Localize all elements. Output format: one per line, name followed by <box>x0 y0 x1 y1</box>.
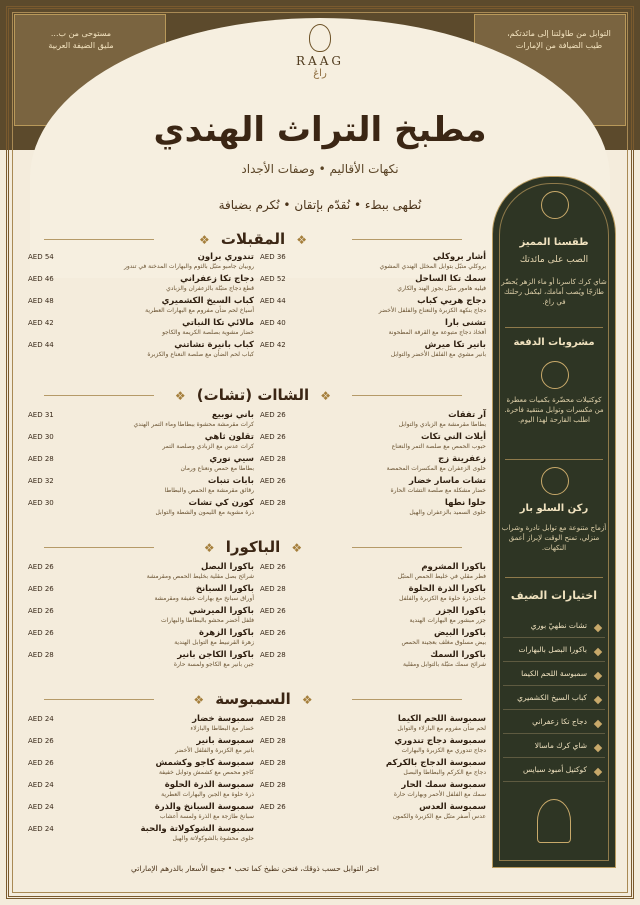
menu-item <box>260 628 486 650</box>
guest-pick-item <box>503 715 605 734</box>
item-price: AED 26 <box>260 803 286 811</box>
item-name: كباب بانيرة تشاتني <box>174 340 254 350</box>
item-name: سمبوسة السبانخ والذرة <box>154 802 254 812</box>
menu-item <box>28 714 254 736</box>
menu-item <box>28 650 254 672</box>
item-desc: سبانخ طازجة مع الذرة ولمسة أعشاب <box>159 813 254 820</box>
item-price: AED 28 <box>260 455 286 463</box>
jar-icon <box>541 361 569 389</box>
item-name: باكورا الذرة الحلوة <box>408 584 486 594</box>
item-price: AED 24 <box>28 715 54 723</box>
menu-item <box>28 736 254 758</box>
item-price: AED 26 <box>28 607 54 615</box>
item-price: AED 26 <box>28 585 54 593</box>
item-name: تقلون ثاهي <box>204 432 254 442</box>
section-header-appetizers <box>24 228 482 250</box>
item-name: بانير تكا ميرش <box>424 340 486 350</box>
item-desc: دجاج مع الكركم والبطاطا والبصل <box>403 769 486 776</box>
item-desc: ذرة حلوة مع الجبن والبهارات العطرية <box>161 791 254 798</box>
item-price: AED 26 <box>260 563 286 571</box>
divider <box>352 547 462 548</box>
item-desc: حلوى السميد بالزعفران والهيل <box>409 509 486 516</box>
item-name: باكورا الجزر <box>436 606 486 616</box>
guest-pick-label: كباب السيخ الكشميري <box>517 693 587 702</box>
drinks-text: كوكتيلات محضّرة بكميات معطرة من مكسرات وتوابل منتقية فاخرة. اطلب القارحة لهذا اليوم. <box>504 396 604 424</box>
item-name: سمبوسة كاجو وكشمش <box>155 758 254 768</box>
item-name: مالائي تكا النباتي <box>182 318 254 328</box>
divider <box>505 577 603 578</box>
item-name: سمبوسة خضار <box>192 714 254 724</box>
lotus-icon <box>309 24 331 52</box>
item-name: سيي نوري <box>209 454 254 464</box>
appetizers-right-column <box>260 252 486 362</box>
item-price: AED 32 <box>28 477 54 485</box>
menu-item <box>28 318 254 340</box>
item-desc: قطع دجاج متبّلة بالزعفران والزبادي <box>166 285 254 292</box>
divider <box>44 395 154 396</box>
item-price: AED 26 <box>260 607 286 615</box>
menu-item <box>260 650 486 672</box>
item-desc: عدس أصفر متبّل مع الكزبرة والكمون <box>392 813 486 820</box>
item-desc: زهرة القرنبيط مع التوابل الهندية <box>174 639 254 646</box>
menu-item <box>28 628 254 650</box>
flourish-icon: ❖ <box>301 693 313 707</box>
menu-item <box>28 584 254 606</box>
item-name: أيلات الني تكات <box>420 432 486 442</box>
flourish-icon: ❖ <box>320 389 332 403</box>
guest-pick-label: كوكتيل أمبود سبايس <box>522 765 587 774</box>
item-desc: خضار مشوية بصلصة الكريمة والكاجو <box>162 329 254 336</box>
item-price: AED 28 <box>260 759 286 767</box>
section-title: المقبلات <box>220 230 286 248</box>
menu-item <box>260 780 486 802</box>
section-title: السمبوسة <box>215 690 291 708</box>
item-name: زعفرينة زج <box>438 454 486 464</box>
item-price: AED 28 <box>28 455 54 463</box>
menu-item <box>28 476 254 498</box>
item-price: AED 24 <box>28 781 54 789</box>
guest-pick-item <box>503 619 605 638</box>
menu-item <box>28 606 254 628</box>
diamond-icon <box>594 768 602 776</box>
item-price: AED 44 <box>260 297 286 305</box>
item-name: تشات ماسار خضار <box>409 476 486 486</box>
section-header-chaat <box>24 384 482 406</box>
item-price: AED 26 <box>260 477 286 485</box>
item-desc: أفخاذ دجاج متبوعة مع القرفة المطحونة <box>388 329 486 336</box>
item-desc: بيض مسلوق مغلف بعجينة الحمص <box>401 639 486 646</box>
item-desc: روبيان جامبو متبّل بالثوم والبهارات المدخنة في تندور <box>123 263 254 270</box>
menu-item <box>260 274 486 296</box>
item-desc: بروكلي متبّل بتوابل المخلل الهندي المشوي <box>379 263 486 270</box>
guest-pick-label: سمبوسة اللحم الكيما <box>521 669 587 678</box>
menu-item <box>28 296 254 318</box>
item-desc: حبوب الحمص مع صلصة التمر والنعناع <box>391 443 486 450</box>
item-name: باني نوبيع <box>211 410 254 420</box>
flourish-icon: ❖ <box>193 693 205 707</box>
sidebar-subtitle: الصب على مائدتك <box>519 255 589 265</box>
footer-note: اختر التوابل حسب ذوقك، فنحن نطبخ كما تحب • جميع الأسعار بالدرهم الإماراتي <box>131 864 379 873</box>
item-name: باكورا المشروم <box>421 562 486 572</box>
item-desc: شرائح بصل مقلية بخليط الحمص ومقرمشة <box>146 573 254 580</box>
item-name: سمبوسة سمك الحار <box>401 780 486 790</box>
lotus-ornament-icon <box>537 799 571 843</box>
brand-name-ar: راڠ <box>313 68 327 79</box>
guest-pick-label: شاي كرك ماسالا <box>534 741 587 750</box>
item-desc: كرات عدس مع الزبادي وصلصة التمر <box>162 443 254 450</box>
menu-item <box>260 736 486 758</box>
guest-pick-item <box>503 763 605 782</box>
page-subtitle: نكهات الأقاليم • وصفات الأجداد <box>241 162 399 176</box>
item-name: كباب السيخ الكشميري <box>161 296 254 306</box>
guest-pick-item <box>503 643 605 662</box>
item-price: AED 40 <box>260 319 286 327</box>
menu-item <box>28 274 254 296</box>
item-price: AED 52 <box>260 275 286 283</box>
item-desc: سمك مع الفلفل الأحمر وبهارات حارة <box>393 791 486 798</box>
item-price: AED 31 <box>28 411 54 419</box>
item-price: AED 48 <box>28 297 54 305</box>
divider <box>352 699 462 700</box>
section-title: الشاات (تشات) <box>196 386 310 404</box>
diamond-icon <box>594 624 602 632</box>
menu-item <box>260 296 486 318</box>
item-price: AED 26 <box>28 737 54 745</box>
menu-item <box>260 476 486 498</box>
item-price: AED 28 <box>260 715 286 723</box>
item-price: AED 26 <box>260 411 286 419</box>
item-price: AED 36 <box>260 253 286 261</box>
section-header-samosa <box>24 688 482 710</box>
item-price: AED 26 <box>260 433 286 441</box>
menu-item <box>260 432 486 454</box>
item-price: AED 28 <box>28 651 54 659</box>
item-name: باكورا الزهرة <box>198 628 254 638</box>
drinks-title: مشروبات الدفعة <box>513 337 595 348</box>
item-name: آر تفقات <box>448 410 486 420</box>
item-desc: حلوى الزعفران مع المكسرات المحمصة <box>386 465 486 472</box>
menu-item <box>28 498 254 520</box>
flourish-icon: ❖ <box>174 389 186 403</box>
item-price: AED 30 <box>28 499 54 507</box>
chaat-left-column <box>28 410 254 520</box>
divider <box>352 395 462 396</box>
item-name: تندوري براون <box>197 252 254 262</box>
item-desc: فطر مقلي في خليط الحمص المتبّل <box>397 573 486 580</box>
guest-pick-item <box>503 739 605 758</box>
flourish-icon: ❖ <box>296 233 307 247</box>
divider <box>44 239 154 240</box>
header-note-right-line2: طيب الضيافة من الإمارات <box>515 41 603 50</box>
item-price: AED 24 <box>28 803 54 811</box>
divider <box>44 547 154 548</box>
menu-item <box>260 318 486 340</box>
slow-bar-title: ركن السلو بار <box>519 503 589 514</box>
item-price: AED 54 <box>28 253 54 261</box>
item-name: بابات تنبات <box>207 476 254 486</box>
item-desc: شرائح سمك متبّلة بالتوابل ومقلية <box>402 661 486 668</box>
signature-sidebar <box>492 176 616 868</box>
item-desc: كرات مقرمشة محشوة ببطاطا وماء التمر الهندي <box>133 421 254 428</box>
header-note-left-line2: مليق الضيفة العربية <box>48 41 114 50</box>
item-desc: كباب لحم الضأن مع صلصة النعناع والكزبرة <box>147 351 254 358</box>
guest-pick-label: باكورا البصل بالبهارات <box>518 645 587 654</box>
brand-logo <box>288 24 352 79</box>
divider <box>44 699 154 700</box>
divider <box>505 327 603 328</box>
item-name: حلوا نطها <box>444 498 486 508</box>
sidebar-text: شاي كرك كاسرنا أو ماء الزهر يُحضّر طازجًا ويُصب أمامك، ليكمل رحلتك في راغ. <box>501 278 607 306</box>
item-name: سمبوسة بانير <box>196 736 254 746</box>
menu-item <box>28 410 254 432</box>
chaat-right-column <box>260 410 486 520</box>
section-title: الباكورا <box>225 538 281 556</box>
item-price: AED 26 <box>28 629 54 637</box>
item-price: AED 28 <box>260 651 286 659</box>
section-header-pakora <box>24 536 482 558</box>
item-price: AED 46 <box>28 275 54 283</box>
item-price: AED 44 <box>28 341 54 349</box>
item-desc: كاجو محمص مع كشمش وتوابل خفيفة <box>158 769 254 776</box>
item-desc: حبات ذرة حلوة مع الكزبرة والفلفل <box>399 595 486 602</box>
diamond-icon <box>594 744 602 752</box>
menu-item <box>260 562 486 584</box>
brand-name-en: RAAG <box>296 54 344 68</box>
menu-item <box>28 454 254 476</box>
item-name: سمبوسة الشوكولاتة والحبة <box>140 824 254 834</box>
flourish-icon: ❖ <box>199 233 210 247</box>
appetizers-left-column <box>28 252 254 362</box>
item-name: سمبوسة دجاج تندوري <box>394 736 486 746</box>
divider <box>505 459 603 460</box>
item-desc: جبن بانير مع الكاجو ولمسة حارة <box>173 661 254 668</box>
item-desc: رقائق مقرمشة مع الحمص والبطاطا <box>164 487 254 494</box>
menu-item <box>28 432 254 454</box>
header-note-right-line1: التوابل من طاولتنا إلى مائدتكم، <box>507 29 611 38</box>
teapot-icon <box>541 191 569 219</box>
item-name: باكورا البصل <box>201 562 254 572</box>
menu-item <box>28 802 254 824</box>
item-name: باكورا السبانخ <box>195 584 254 594</box>
item-desc: دجاج تندوري مع الكزبرة والبهارات <box>401 747 486 754</box>
item-name: سمبوسة اللحم الكيما <box>397 714 486 724</box>
samosa-left-column <box>28 714 254 846</box>
menu-item <box>260 606 486 628</box>
item-name: باكورا السمك <box>430 650 486 660</box>
item-desc: دجاج بنكهة الكزبرة والنعناع والفلفل الأخضر <box>378 307 486 314</box>
item-price: AED 28 <box>260 499 286 507</box>
item-price: AED 42 <box>28 319 54 327</box>
item-name: باكورا الميرشي <box>189 606 254 616</box>
menu-item <box>260 498 486 520</box>
item-name: دجاج هريي كباب <box>417 296 486 306</box>
item-desc: حلوى محشوة بالشوكولاتة والهيل <box>172 835 254 842</box>
item-desc: لحم ضأن مفروم مع البازلاء والتوابل <box>397 725 486 732</box>
menu-item <box>28 780 254 802</box>
flourish-icon: ❖ <box>291 541 303 555</box>
item-name: سمبوسة الذرة الحلوة <box>164 780 254 790</box>
diamond-icon <box>594 696 602 704</box>
item-desc: فلفل أخضر محشو بالبطاطا والبهارات <box>161 617 254 624</box>
guest-pick-label: تشات نطهيّ بوري <box>530 621 587 630</box>
menu-item <box>28 340 254 362</box>
item-name: باكورا الكاجن بانير <box>177 650 254 660</box>
guest-pick-item <box>503 691 605 710</box>
diamond-icon <box>594 720 602 728</box>
menu-item <box>260 714 486 736</box>
item-desc: بانير مشوي مع الفلفل الأخضر والتوابل <box>390 351 486 358</box>
item-price: AED 26 <box>260 629 286 637</box>
item-name: سمبوسة الدجاج بالكركم <box>385 758 486 768</box>
item-name: سمك تكا الساحل <box>415 274 486 284</box>
item-name: كورن كي تشات <box>188 498 254 508</box>
menu-item <box>260 340 486 362</box>
guest-pick-label: دجاج تكا زعفراني <box>532 717 587 726</box>
menu-item <box>260 584 486 606</box>
menu-item <box>260 758 486 780</box>
menu-item <box>260 454 486 476</box>
page-title: مطبخ التراث الهندي <box>153 110 487 150</box>
item-desc: جزر مبشور مع البهارات الهندية <box>409 617 486 624</box>
page-tagline: نُطهى ببطء • نُقدّم بإتقان • نُكرم بضيافة <box>218 198 422 212</box>
divider <box>352 239 462 240</box>
item-desc: ذرة مشوية مع الليمون والشطة والتوابل <box>155 509 254 516</box>
item-price: AED 28 <box>260 585 286 593</box>
guest-picks-title: اختيارات الضيف <box>510 589 598 602</box>
item-desc: خضار مشكلة مع صلصة التشات الحارة <box>390 487 486 494</box>
header-note-left-line1: مستوحى من ب... <box>50 29 112 38</box>
item-price: AED 28 <box>260 737 286 745</box>
diamond-icon <box>594 672 602 680</box>
flourish-icon: ❖ <box>203 541 215 555</box>
item-desc: فيليه هامور متبّل بجوز الهند والكاري <box>397 285 486 292</box>
item-price: AED 24 <box>28 825 54 833</box>
menu-item <box>260 410 486 432</box>
item-desc: أسياخ لحم ضأن مفروم مع البهارات العطرية <box>145 307 254 314</box>
item-price: AED 26 <box>28 759 54 767</box>
menu-item <box>28 824 254 846</box>
menu-item <box>260 252 486 274</box>
menu-item <box>28 252 254 274</box>
pakora-left-column <box>28 562 254 672</box>
samosa-right-column <box>260 714 486 824</box>
item-desc: أوراق سبانخ مع بهارات خفيفة ومقرمشة <box>154 595 254 602</box>
item-price: AED 26 <box>28 563 54 571</box>
item-name: أشار بروكلي <box>432 252 486 262</box>
menu-item <box>28 758 254 780</box>
guest-pick-item <box>503 667 605 686</box>
item-name: سمبوسة العدس <box>419 802 486 812</box>
item-name: دجاج تكا زعفراني <box>180 274 254 284</box>
item-desc: خضار مع البطاطا والبازلاء <box>190 725 254 732</box>
menu-item <box>260 802 486 824</box>
slow-bar-text: أزماج متنوعة مع توابل نادرة وشراب منزلي، تمنح الوقت لإبراز أعمق النكهات. <box>501 524 607 552</box>
hourglass-icon <box>541 467 569 495</box>
item-desc: بطاطا مع حمص ونعناع ورمان <box>180 465 254 472</box>
diamond-icon <box>594 648 602 656</box>
item-price: AED 42 <box>260 341 286 349</box>
sidebar-title: طقسنا المميز <box>519 237 589 248</box>
item-desc: بطاطا مقرمشة مع الزبادي والتوابل <box>398 421 486 428</box>
menu-item <box>28 562 254 584</box>
item-name: تشنى بارا <box>444 318 486 328</box>
item-price: AED 30 <box>28 433 54 441</box>
pakora-right-column <box>260 562 486 672</box>
item-desc: بانير مع الكزبرة والفلفل الأخضر <box>175 747 254 754</box>
item-price: AED 28 <box>260 781 286 789</box>
item-name: باكورا البيض <box>433 628 486 638</box>
